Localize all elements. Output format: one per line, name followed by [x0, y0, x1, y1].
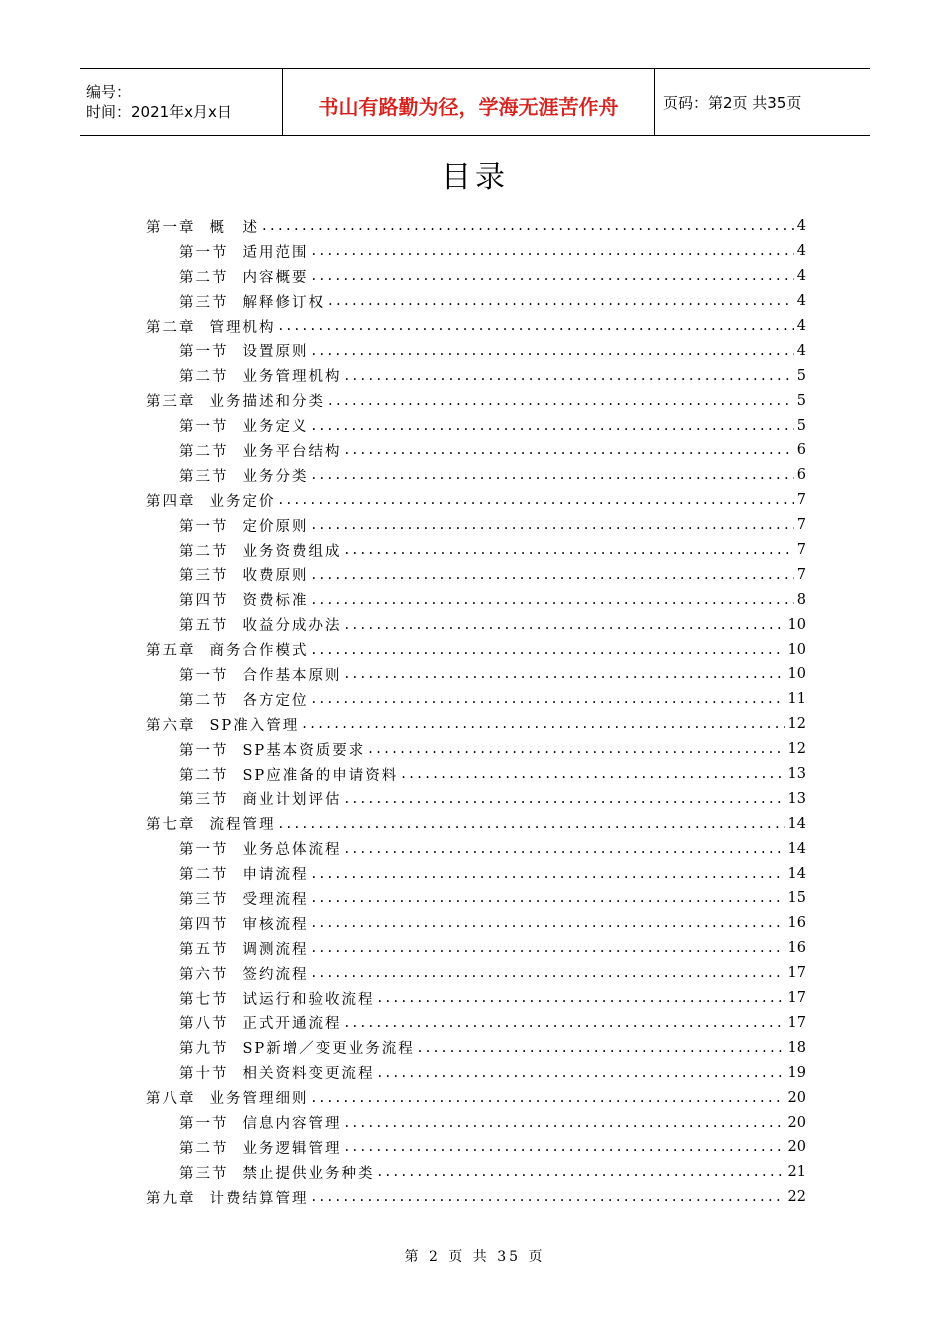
toc-section-entry[interactable] — [146, 1060, 806, 1085]
toc-entry-text: 收益分成办法 — [242, 618, 342, 635]
toc-page-number: 20 — [787, 1139, 806, 1156]
toc-entry-text: 设置原则 — [242, 344, 309, 361]
toc-entry-label — [179, 465, 309, 486]
toc-page-number: 7 — [796, 566, 806, 583]
toc-entry-text: 概 述 — [209, 219, 259, 236]
toc-entry-text: 定价原则 — [242, 518, 309, 535]
page-header — [80, 68, 870, 136]
toc-dot-leader — [312, 343, 794, 359]
toc-dot-leader — [312, 268, 794, 284]
toc-entry-number: 第十节 — [179, 1066, 229, 1083]
toc-page-number: 14 — [787, 865, 806, 882]
toc-section-entry[interactable] — [146, 538, 806, 563]
toc-page-number: 4 — [796, 243, 806, 260]
toc-page-number: 4 — [796, 342, 806, 359]
toc-page-number: 12 — [787, 741, 806, 758]
toc-section-entry[interactable] — [146, 786, 806, 811]
toc-page-number: 20 — [787, 1114, 806, 1131]
toc-entry-number: 第一节 — [179, 667, 229, 684]
toc-page-number: 6 — [796, 467, 806, 484]
toc-section-entry[interactable] — [146, 861, 806, 886]
toc-entry-label — [179, 515, 309, 536]
toc-entry-number: 第一节 — [179, 742, 229, 759]
toc-entry-label — [179, 1137, 342, 1158]
toc-section-entry[interactable] — [146, 289, 806, 314]
toc-section-entry[interactable] — [146, 438, 806, 463]
toc-entry-label — [179, 1037, 415, 1058]
toc-section-entry[interactable] — [146, 687, 806, 712]
toc-entry-text: 业务逻辑管理 — [242, 1140, 342, 1157]
toc-page-number: 13 — [787, 766, 806, 783]
toc-entry-text: 试运行和验收流程 — [242, 991, 375, 1008]
toc-entry-label — [179, 564, 309, 585]
toc-entry-label — [146, 316, 276, 337]
toc-page-number: 17 — [787, 965, 806, 982]
header-motto — [283, 69, 655, 135]
toc-entry-text: 合作基本原则 — [242, 667, 342, 684]
toc-section-entry[interactable] — [146, 338, 806, 363]
toc-entry-text: 解释修订权 — [242, 294, 325, 311]
toc-entry-label — [146, 813, 276, 834]
toc-section-entry[interactable] — [146, 762, 806, 787]
toc-entry-text: 相关资料变更流程 — [242, 1066, 375, 1083]
toc-entry-text: 申请流程 — [242, 867, 309, 884]
toc-chapter-entry[interactable] — [146, 388, 806, 413]
header-page-info — [655, 69, 870, 135]
toc-entry-text: 计费结算管理 — [209, 1190, 309, 1207]
toc-dot-leader — [312, 965, 785, 981]
toc-dot-leader — [345, 368, 794, 384]
toc-section-entry[interactable] — [146, 587, 806, 612]
toc-title: 目录 — [441, 160, 509, 195]
toc-entry-label — [179, 788, 342, 809]
toc-entry-label — [179, 888, 309, 909]
toc-entry-label — [179, 365, 342, 386]
toc-entry-text: 调测流程 — [242, 941, 309, 958]
toc-section-entry[interactable] — [146, 1135, 806, 1160]
toc-page-number: 13 — [787, 790, 806, 807]
toc-section-entry[interactable] — [146, 1160, 806, 1185]
toc-entry-label — [179, 963, 309, 984]
toc-entry-number: 第九章 — [146, 1190, 196, 1207]
toc-page-number: 4 — [796, 293, 806, 310]
toc-chapter-entry[interactable] — [146, 811, 806, 836]
toc-section-entry[interactable] — [146, 662, 806, 687]
toc-entry-number: 第五节 — [179, 618, 229, 635]
toc-dot-leader — [312, 940, 785, 956]
document-number-label: 编号： — [86, 83, 132, 101]
toc-dot-leader — [345, 442, 794, 458]
toc-section-entry[interactable] — [146, 886, 806, 911]
toc-section-entry[interactable] — [146, 1110, 806, 1135]
toc-entry-number: 第二节 — [179, 543, 229, 560]
toc-section-entry[interactable] — [146, 513, 806, 538]
toc-entry-label — [179, 241, 309, 262]
toc-dot-leader — [279, 492, 794, 508]
toc-entry-label — [179, 863, 309, 884]
toc-entry-text: 业务管理机构 — [242, 369, 342, 386]
toc-entry-number: 第二章 — [146, 319, 196, 336]
toc-entry-text: 管理机构 — [209, 319, 276, 336]
toc-entry-label — [179, 764, 398, 785]
toc-dot-leader — [345, 666, 785, 682]
toc-chapter-entry[interactable] — [146, 314, 806, 339]
toc-entry-label — [179, 988, 375, 1009]
toc-entry-text: 商务合作模式 — [209, 643, 309, 660]
toc-dot-leader — [312, 1090, 785, 1106]
toc-entry-number: 第二节 — [179, 269, 229, 286]
page-footer: 第 2 页 共 35 页 — [404, 1249, 546, 1265]
toc-page-number: 12 — [787, 716, 806, 733]
toc-entry-number: 第四节 — [179, 916, 229, 933]
toc-entry-number: 第三章 — [146, 394, 196, 411]
toc-entry-text: 业务平台结构 — [242, 443, 342, 460]
toc-entry-number: 第六节 — [179, 966, 229, 983]
toc-dot-leader — [378, 1164, 785, 1180]
toc-entry-label — [179, 540, 342, 561]
toc-dot-leader — [345, 542, 794, 558]
toc-chapter-entry[interactable] — [146, 637, 806, 662]
toc-section-entry[interactable] — [146, 463, 806, 488]
toc-dot-leader — [345, 791, 785, 807]
toc-page-number: 16 — [787, 915, 806, 932]
toc-page-number: 10 — [787, 666, 806, 683]
toc-entry-label — [179, 689, 309, 710]
toc-dot-leader — [345, 1139, 785, 1155]
toc-entry-label — [179, 291, 325, 312]
toc-page-number: 5 — [796, 392, 806, 409]
toc-entry-text: 业务资费组成 — [242, 543, 342, 560]
toc-chapter-entry[interactable] — [146, 712, 806, 737]
toc-page-number: 4 — [796, 318, 806, 334]
toc-page-number: 17 — [787, 1014, 806, 1031]
toc-entry-label — [146, 1187, 309, 1208]
toc-entry-number: 第一节 — [179, 419, 229, 436]
toc-entry-number: 第五节 — [179, 941, 229, 958]
toc-entry-label — [146, 714, 299, 735]
toc-page-number: 7 — [796, 492, 806, 509]
toc-entry-number: 第一节 — [179, 344, 229, 361]
toc-chapter-entry[interactable] — [146, 1185, 806, 1210]
toc-dot-leader — [279, 816, 785, 832]
toc-section-entry[interactable] — [146, 612, 806, 637]
toc-dot-leader — [345, 1115, 785, 1131]
toc-dot-leader — [262, 218, 794, 234]
toc-dot-leader — [279, 318, 794, 334]
toc-entry-text: SP新增／变更业务流程 — [242, 1041, 415, 1058]
toc-entry-text: 业务分类 — [242, 468, 309, 485]
toc-entry-text: 流程管理 — [209, 817, 276, 834]
toc-dot-leader — [418, 1040, 785, 1056]
toc-dot-leader — [312, 517, 794, 533]
toc-entry-label — [179, 340, 309, 361]
toc-entry-text: 受理流程 — [242, 891, 309, 908]
toc-entry-number: 第三节 — [179, 568, 229, 585]
toc-entry-number: 第二节 — [179, 369, 229, 386]
toc-page-number: 20 — [787, 1089, 806, 1106]
toc-page-number: 14 — [787, 815, 806, 832]
toc-entry-number: 第五章 — [146, 643, 196, 660]
toc-entry-number: 第二节 — [179, 443, 229, 460]
toc-entry-label — [179, 266, 309, 287]
toc-entry-label — [179, 664, 342, 685]
toc-page-number: 8 — [796, 591, 806, 608]
toc-entry-label — [179, 589, 309, 610]
toc-entry-text: 适用范围 — [242, 244, 309, 261]
toc-entry-label — [146, 1087, 309, 1108]
toc-dot-leader — [328, 393, 794, 409]
toc-dot-leader — [328, 293, 794, 309]
toc-entry-number: 第一节 — [179, 842, 229, 859]
toc-page-number: 17 — [787, 990, 806, 1007]
toc-entry-number: 第四节 — [179, 593, 229, 610]
toc-section-entry[interactable] — [146, 1035, 806, 1060]
toc-entry-label — [146, 639, 309, 660]
toc-section-entry[interactable] — [146, 264, 806, 289]
toc-section-entry[interactable] — [146, 911, 806, 936]
toc-entry-number: 第二节 — [179, 767, 229, 784]
toc-dot-leader — [345, 617, 785, 633]
toc-entry-number: 第一章 — [146, 219, 196, 236]
toc-page-number: 5 — [796, 367, 806, 384]
toc-entry-text: SP应准备的申请资料 — [242, 767, 399, 784]
toc-section-entry[interactable] — [146, 836, 806, 861]
toc-section-entry[interactable] — [146, 239, 806, 264]
toc-dot-leader — [312, 642, 785, 658]
toc-entry-label — [179, 1112, 342, 1133]
toc-dot-leader — [312, 592, 794, 608]
toc-page-number: 22 — [787, 1189, 806, 1206]
document-time: 时间：2021年x月x日 — [86, 103, 232, 121]
toc-chapter-entry[interactable] — [146, 488, 806, 513]
toc-dot-leader — [312, 243, 794, 259]
toc-page-number: 19 — [787, 1064, 806, 1081]
toc-entry-text: SP基本资质要求 — [242, 742, 366, 759]
toc-entry-number: 第三节 — [179, 1165, 229, 1182]
toc-entry-text: 各方定位 — [242, 692, 309, 709]
toc-entry-number: 第二节 — [179, 692, 229, 709]
toc-entry-text: 信息内容管理 — [242, 1116, 342, 1132]
toc-entry-text: 业务总体流程 — [242, 842, 342, 859]
toc-entry-label — [179, 440, 342, 461]
toc-page-number: 15 — [787, 890, 806, 907]
toc-page-number: 10 — [787, 641, 806, 658]
toc-section-entry[interactable] — [146, 961, 806, 986]
toc-page-number: 4 — [796, 268, 806, 285]
toc-dot-leader — [368, 741, 784, 757]
toc-entry-text: 业务定价 — [209, 493, 276, 510]
toc-section-entry[interactable] — [146, 413, 806, 438]
toc-chapter-entry[interactable] — [146, 1085, 806, 1110]
toc-entry-number: 第三节 — [179, 792, 229, 809]
toc-entry-label — [179, 739, 365, 760]
toc-page-number: 21 — [787, 1164, 806, 1181]
toc-entry-number: 第七章 — [146, 817, 196, 834]
toc-entry-text: 商业计划评估 — [242, 792, 342, 809]
toc-entry-text: 禁止提供业务种类 — [242, 1165, 375, 1182]
toc-entry-number: 第一节 — [179, 518, 229, 535]
toc-page-number: 10 — [787, 616, 806, 633]
toc-entry-number: 第一节 — [179, 244, 229, 261]
header-meta — [80, 69, 283, 135]
toc-entry-label — [179, 1012, 342, 1033]
toc-page-number: 7 — [796, 542, 806, 559]
toc-dot-leader — [312, 1189, 785, 1205]
toc-page-number: 18 — [787, 1039, 806, 1056]
toc-page-number: 4 — [796, 218, 806, 235]
toc-page-number: 5 — [796, 417, 806, 434]
toc-entry-label — [179, 938, 309, 959]
toc-entry-text: 业务描述和分类 — [209, 394, 325, 411]
toc-entry-number: 第二节 — [179, 867, 229, 884]
toc-dot-leader — [378, 1065, 785, 1081]
toc-section-entry[interactable] — [146, 737, 806, 762]
toc-chapter-entry[interactable] — [146, 214, 806, 239]
toc-entry-text: 收费原则 — [242, 568, 309, 585]
toc-dot-leader — [312, 691, 785, 707]
toc-entry-number: 第三节 — [179, 468, 229, 485]
toc-dot-leader — [345, 1015, 785, 1031]
toc-entry-number: 第三节 — [179, 891, 229, 908]
toc-entry-number: 第一节 — [179, 1116, 229, 1132]
toc-entry-label — [146, 490, 276, 511]
motto-text: 书山有路勤为径，学海无涯苦作舟 — [318, 94, 619, 119]
toc-entry-number: 第八节 — [179, 1016, 229, 1033]
toc-entry-text: 审核流程 — [242, 916, 309, 933]
toc-entry-label — [179, 838, 342, 859]
toc-page-number: 11 — [787, 691, 806, 708]
toc-section-entry[interactable] — [146, 986, 806, 1011]
toc-entry-number: 第三节 — [179, 294, 229, 311]
toc-entry-text: 业务定义 — [242, 419, 309, 436]
toc-dot-leader — [312, 567, 794, 583]
toc-entry-number: 第七节 — [179, 991, 229, 1008]
toc-dot-leader — [312, 890, 785, 906]
toc-entry-label — [179, 1062, 375, 1083]
toc-page-number: 6 — [796, 442, 806, 459]
toc-entry-number: 第六章 — [146, 717, 196, 734]
toc-entry-number: 第二节 — [179, 1140, 229, 1157]
toc-entry-number: 第九节 — [179, 1041, 229, 1058]
toc-section-entry[interactable] — [146, 562, 806, 587]
toc-entry-text: SP准入管理 — [209, 717, 300, 734]
toc-dot-leader — [345, 841, 785, 857]
toc-entry-text: 内容概要 — [242, 269, 309, 286]
page-info-text: 页码：第2页 共35页 — [663, 93, 802, 112]
toc-section-entry[interactable] — [146, 936, 806, 961]
toc-dot-leader — [312, 866, 785, 882]
toc-dot-leader — [312, 467, 794, 483]
toc-dot-leader — [312, 418, 794, 434]
toc-entry-label — [179, 614, 342, 635]
toc-dot-leader — [302, 716, 784, 732]
toc-entry-label — [146, 216, 259, 237]
toc-page-number: 14 — [787, 840, 806, 857]
toc-entry-label — [146, 390, 325, 411]
toc-entry-text: 资费标准 — [242, 593, 309, 610]
toc-section-entry[interactable] — [146, 363, 806, 388]
toc-entry-text: 签约流程 — [242, 966, 309, 983]
toc-page-number: 7 — [796, 517, 806, 534]
toc-entry-label — [179, 415, 309, 436]
toc-dot-leader — [401, 766, 784, 782]
toc-entry-label — [179, 1162, 375, 1183]
toc-section-entry[interactable] — [146, 1011, 806, 1036]
toc-page-number: 16 — [787, 940, 806, 957]
toc-entry-label — [179, 913, 309, 934]
toc-entry-number: 第八章 — [146, 1091, 196, 1108]
toc-dot-leader — [378, 990, 785, 1006]
toc-entry-text: 正式开通流程 — [242, 1016, 342, 1033]
table-of-contents — [146, 214, 806, 1210]
toc-entry-number: 第四章 — [146, 493, 196, 510]
toc-entry-text: 业务管理细则 — [209, 1091, 309, 1108]
toc-dot-leader — [312, 915, 785, 931]
